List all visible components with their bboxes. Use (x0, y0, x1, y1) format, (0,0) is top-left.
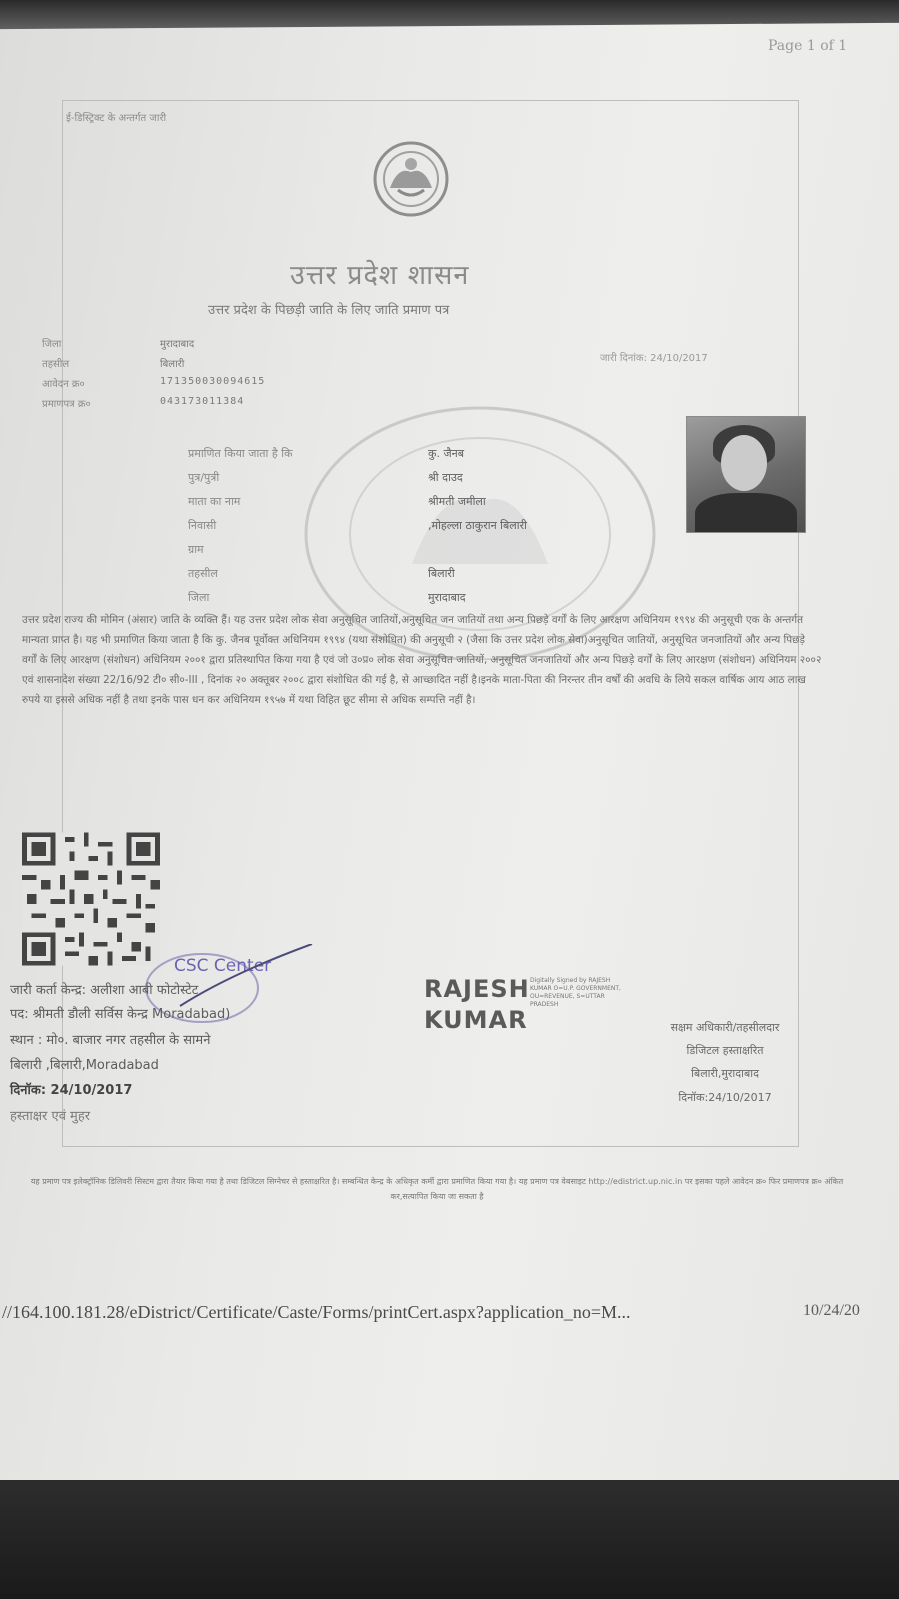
detail-label-village: ग्राम (188, 543, 204, 556)
detail-value-tehsil: बिलारी (428, 567, 455, 580)
detail-label-resident: निवासी (188, 519, 217, 532)
edistrict-note: ई-डिस्ट्रिक्ट के अन्तर्गत जारी (66, 113, 167, 124)
detail-value-father: श्री दाउद (428, 471, 463, 484)
certificate-subtitle: उत्तर प्रदेश के पिछड़ी जाति के लिए जाति प्रमाण पत्र (208, 303, 450, 318)
issuer-post: पद: श्रीमती डौली सर्विस केन्द्र Moradabad) (10, 1007, 231, 1022)
verification-note: यह प्रमाण पत्र इलेक्ट्रॉनिक डिलिवरी सिस्टम द्वारा तैयार किया गया है तथा डिजिटल सिग्नेचर से हस्ताक्षरित है। सम्बन्धित केन्द्र के अधिकृत कर्मी द्वारा प्रमाणित किया गया है। यह प्रमाण पत्र वेबसाइट http://edistrict.up.nic.in पर इसका पहले आवेदन क्र० फिर प्रमाणपत्र क्र० अंकित कर,सत्यापित किया जा सकता है (30, 1177, 844, 1201)
detail-value-district: मुरादाबाद (428, 591, 466, 604)
issuer-town: बिलारी ,बिलारी,Moradabad (10, 1058, 159, 1073)
meta-label-application-no: आवेदन क्र० (42, 379, 85, 390)
authority-digital: डिजिटल हस्ताक्षरित (686, 1044, 764, 1057)
meta-label-tehsil: तहसील (42, 359, 70, 370)
page-number: Page 1 of 1 (768, 38, 848, 54)
meta-value-district: मुरादाबाद (160, 339, 195, 350)
issuer-place: स्थान : मो०. बाजार नगर तहसील के सामने (10, 1033, 211, 1048)
print-url: //164.100.181.28/eDistrict/Certificate/Caste/Forms/printCert.aspx?application_no=M... (2, 1302, 631, 1322)
detail-label-tehsil: तहसील (188, 567, 218, 580)
certificate-body-text: उत्तर प्रदेश राज्य की मोमिन (अंसार) जाति के व्यक्ति हैं। यह उत्तर प्रदेश लोक सेवा अनुसूचित जातियों,अनुसूचित जन जातियों तथा अन्य पिछड़े वर्गों के लिए आरक्षण अधिनियम १९९४ की अनुसूची एक के अन्तर्गत मान्यता प्राप्त है। यह भी प्रमाणित किया जाता है कि कु. जैनब पूर्वोक्त अधिनियम १९९४ (यथा संशोधित) की अनुसूची २ (जैसा कि उत्तर प्रदेश लोक सेवा)अनुसूचित जातियों, अनुसूचित जनजातियों और अन्य पिछड़े वर्गों के लिए आरक्षण (संशोधन) अधिनियम २००१ द्वारा प्रतिस्थापित किया गया है एवं जो उ०प्र० लोक सेवा अनुसूचित जातियों, अनुसूचित जनजातियों और अन्य पिछड़े वर्गों के लिए आरक्षण (संशोधन) अधिनियम २००२ एवं शासनादेश संख्या 22/16/92 टी० सी०-III , दिनांक २० अक्तूबर २००८ द्वारा संशोधित की गई है, से आच्छादित नहीं है।इनके माता-पिता की निरन्तर तीन वर्षों की अवधि के लिये सकल वार्षिक आय आठ लाख रुपये या इससे अधिक नहीं है तथा इनके पास धन कर अधिनियम १९५७ में यथा विहित छूट सीमा से अधिक सम्पत्ति नहीं है। (22, 614, 822, 706)
issuer-kendra: जारी कर्ता केन्द्र: अलीशा आबी फोटोस्टेट (10, 983, 199, 998)
issue-date: जारी दिनांक: 24/10/2017 (600, 353, 708, 364)
digital-signature-details: Digitally Signed by RAJESH KUMAR O=U.P. GOVERNMENT, OU=REVENUE, S=UTTAR PRADESH (530, 977, 621, 1008)
detail-value-mother: श्रीमती जमीला (428, 495, 486, 508)
photo-bottom-shadow (0, 1480, 899, 1599)
meta-value-certificate-no: 043173011384 (160, 396, 245, 407)
authority-title: सक्षम अधिकारी/तहसीलदार (670, 1021, 780, 1034)
meta-label-district: जिला (42, 339, 62, 350)
meta-value-tehsil: बिलारी (160, 359, 185, 370)
detail-value-resident: ,मोहल्ला ठाकुरान बिलारी (428, 519, 527, 532)
authority-date: दिनॉक:24/10/2017 (678, 1091, 772, 1104)
applicant-photo (686, 416, 806, 533)
print-date: 10/24/20 (803, 1302, 860, 1319)
meta-value-application-no: 171350030094615 (160, 376, 266, 387)
meta-label-certificate-no: प्रमाणपत्र क्र० (42, 399, 91, 410)
authority-place: बिलारी,मुरादाबाद (691, 1067, 759, 1080)
stamp-text: CSC Center (174, 956, 272, 976)
signer-name: RAJESH KUMAR (424, 975, 530, 1034)
certificate-title: उत्तर प्रदेश शासन (290, 260, 470, 291)
detail-label-mother: माता का नाम (188, 495, 241, 508)
issuer-signature-label: हस्ताक्षर एवं मुहर (10, 1109, 91, 1124)
detail-label-certified: प्रमाणित किया जाता है कि (188, 447, 293, 460)
detail-label-district: जिला (188, 591, 210, 604)
up-emblem-icon (368, 138, 454, 220)
detail-value-name: कु. जैनब (428, 447, 464, 460)
detail-label-parent: पुत्र/पुत्री (188, 471, 220, 484)
issuer-date: दिनॉक: 24/10/2017 (10, 1083, 133, 1098)
